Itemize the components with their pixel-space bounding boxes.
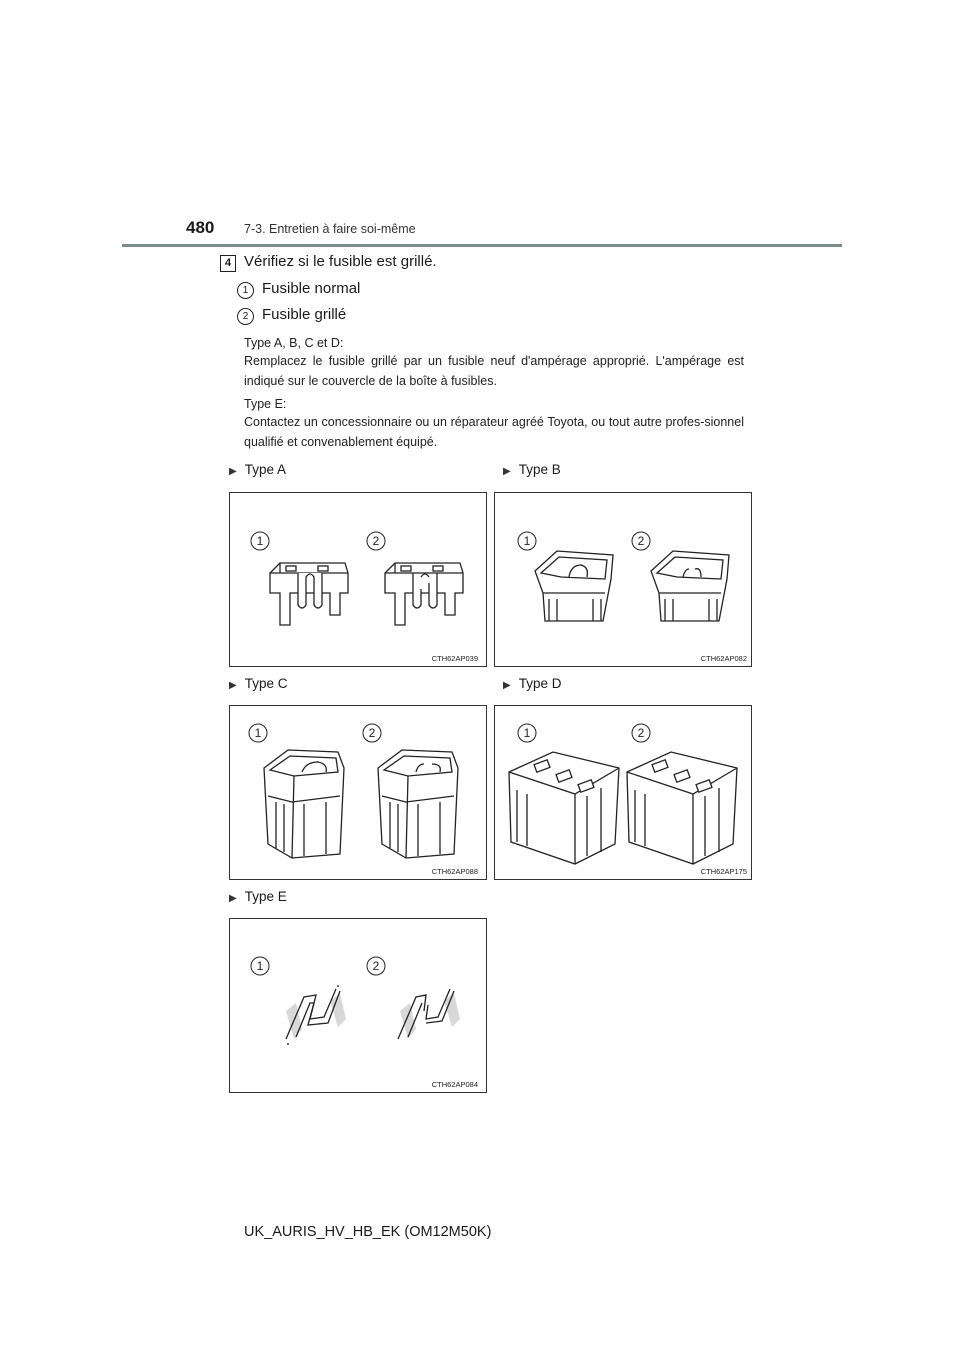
callout-1: 1 — [256, 534, 264, 548]
figure-type-b — [494, 492, 752, 667]
header-divider — [122, 244, 842, 247]
figure-code: CTH62AP039 — [431, 654, 478, 663]
type-c-label: ▶ Type C — [229, 676, 288, 691]
legend-item-normal — [237, 280, 360, 299]
legend-label: Fusible normal — [262, 280, 361, 297]
triangle-bullet-icon: ▶ — [229, 893, 237, 904]
type-e-label: ▶ Type E — [229, 889, 287, 904]
section-title: 7-3. Entretien à faire soi-même — [244, 222, 416, 236]
triangle-bullet-icon: ▶ — [503, 680, 511, 691]
callout-2: 2 — [637, 534, 645, 548]
cartridge-fuse-d-illustration — [495, 706, 751, 879]
strip-fuse-illustration — [230, 919, 486, 1092]
callout-2: 2 — [637, 726, 645, 740]
e-title: Type E: — [244, 397, 287, 411]
figure-type-c — [229, 705, 487, 880]
cartridge-fuse-c-illustration — [230, 706, 486, 879]
callout-2: 2 — [372, 959, 380, 973]
page-number: 480 — [186, 218, 215, 237]
step-number-badge: 4 — [220, 255, 236, 272]
figure-type-e — [229, 918, 487, 1093]
legend-item-blown — [237, 306, 346, 325]
abcd-title: Type A, B, C et D: — [244, 336, 344, 350]
step-4 — [220, 253, 437, 272]
blade-fuse-illustration — [230, 493, 486, 666]
manual-reference: UK_AURIS_HV_HB_EK (OM12M50K) — [244, 1224, 492, 1240]
e-body: Contactez un concessionnaire ou un réparateur agréé Toyota, ou tout autre profes-sionnel qualifié et convenablement équipé. — [244, 415, 744, 449]
callout-2: 2 — [372, 534, 380, 548]
cartridge-fuse-b-illustration — [495, 493, 751, 666]
figure-type-d — [494, 705, 752, 880]
type-b-label: ▶ Type B — [503, 462, 561, 477]
callout-1: 1 — [523, 726, 531, 740]
triangle-bullet-icon: ▶ — [229, 680, 237, 691]
callout-2: 2 — [368, 726, 376, 740]
abcd-body: Remplacez le fusible grillé par un fusible neuf d'ampérage approprié. L'ampérage est indiqué sur le couvercle de la boîte à fusibles. — [244, 354, 744, 388]
callout-1: 1 — [254, 726, 262, 740]
figure-type-a — [229, 492, 487, 667]
figure-code: CTH62AP175 — [700, 867, 747, 876]
legend-number: 2 — [237, 308, 254, 325]
type-a-label: ▶ Type A — [229, 462, 286, 477]
figure-code: CTH62AP084 — [431, 1080, 478, 1089]
legend-number: 1 — [237, 282, 254, 299]
callout-1: 1 — [523, 534, 531, 548]
triangle-bullet-icon: ▶ — [503, 466, 511, 477]
step-text: Vérifiez si le fusible est grillé. — [244, 253, 437, 270]
legend-label: Fusible grillé — [262, 306, 347, 323]
triangle-bullet-icon: ▶ — [229, 466, 237, 477]
figure-code: CTH62AP082 — [700, 654, 747, 663]
callout-1: 1 — [256, 959, 264, 973]
type-d-label: ▶ Type D — [503, 676, 562, 691]
figure-code: CTH62AP088 — [431, 867, 478, 876]
